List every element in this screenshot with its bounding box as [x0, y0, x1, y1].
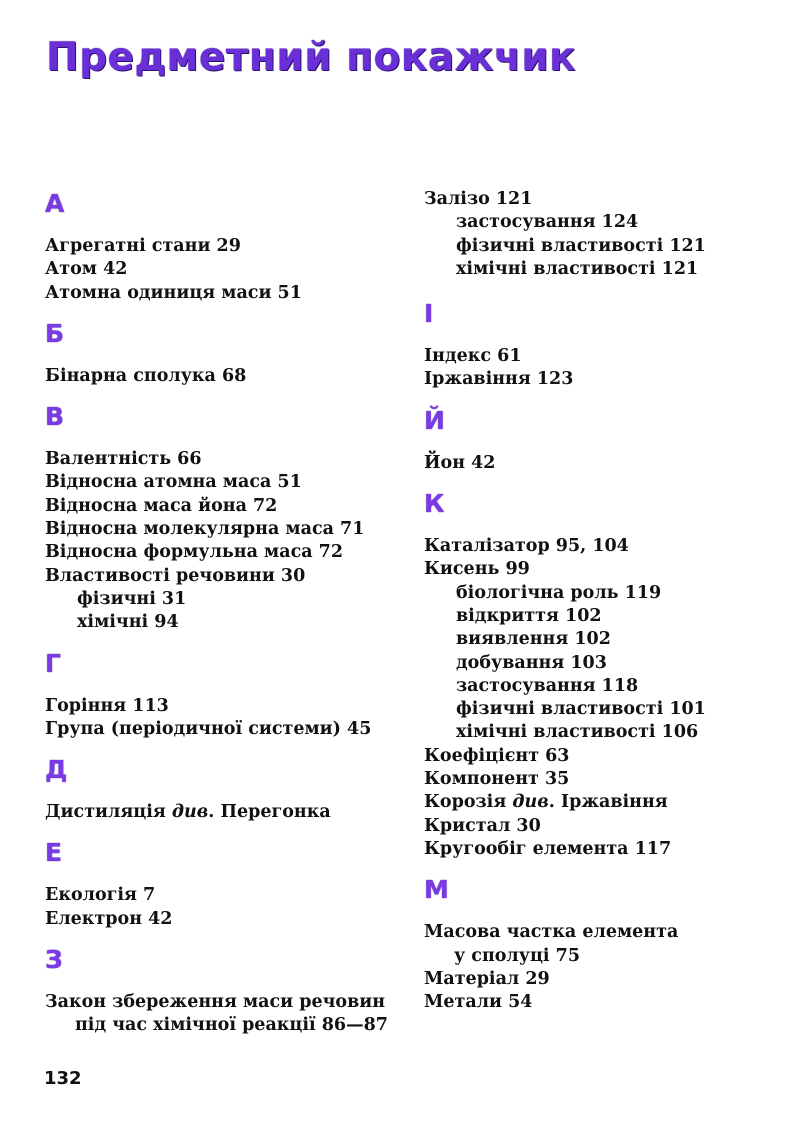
index-section-y	[424, 406, 800, 475]
index-section-b	[45, 319, 425, 388]
index-entry: Іржавіння 123	[424, 369, 574, 390]
index-entry: Індекс 61	[424, 346, 522, 367]
index-subentry: хімічні властивості 121	[456, 258, 699, 279]
index-entry: Бінарна сполука 68	[45, 365, 247, 386]
index-entry: Відносна атомна маса 51	[45, 472, 302, 493]
section-letter: Е	[45, 838, 63, 868]
index-subentry: фізичні властивості 121	[456, 235, 706, 256]
index-entry: Агрегатні стани 29	[45, 236, 241, 256]
index-section-k	[424, 489, 800, 861]
entry-reference: . Іржавіння	[548, 792, 668, 813]
index-section-g	[45, 649, 425, 742]
index-entry: Група (періодичної системи) 45	[45, 718, 372, 739]
section-letter: Б	[45, 318, 65, 348]
page-title: Предметний покажчик	[46, 35, 577, 80]
index-section-v	[45, 402, 425, 634]
index-entry: Кристал 30	[424, 815, 541, 836]
section-letter: Д	[45, 755, 68, 785]
index-entry-continuation: під час хімічної реакції 86—87	[75, 1015, 388, 1036]
index-subentry: фізичні 31	[77, 588, 187, 609]
section-letter: А	[45, 189, 65, 218]
index-entry: Відносна молекулярна маса 71	[45, 519, 365, 540]
section-letter: І	[424, 299, 434, 329]
index-entry: Валентність 66	[45, 449, 202, 470]
index-entry: Електрон 42	[45, 908, 173, 929]
index-entry: Горіння 113	[45, 695, 169, 716]
index-section-d	[45, 755, 425, 824]
index-subentry: застосування 124	[456, 212, 639, 233]
index-entry: Атом 42	[45, 259, 128, 280]
index-section-e	[45, 838, 425, 931]
index-subentry: відкриття 102	[456, 605, 602, 626]
index-entry	[424, 791, 800, 814]
index-column-left	[45, 185, 425, 1052]
section-letter: Г	[45, 648, 61, 678]
index-subentry: хімічні 94	[77, 612, 179, 633]
section-letter: М	[424, 875, 449, 905]
index-subentry: біологічна роль 119	[456, 582, 662, 603]
index-entry: Залізо 121	[424, 189, 533, 209]
index-subentry: хімічні властивості 106	[456, 722, 699, 743]
index-entry: Відносна маса йона 72	[45, 495, 278, 516]
section-letter: Й	[424, 405, 445, 435]
index-entry: Компонент 35	[424, 769, 570, 790]
entry-text: Дистиляція	[45, 802, 172, 823]
page-number: 132	[44, 1068, 82, 1089]
index-subentry: застосування 118	[456, 675, 639, 696]
index-section-z	[45, 945, 425, 1038]
section-letter: В	[45, 402, 65, 432]
index-subentry: добування 103	[456, 652, 607, 673]
index-entry: Кисень 99	[424, 559, 530, 580]
index-column-right	[424, 188, 800, 1028]
entry-see-also: див	[512, 792, 549, 813]
index-entry: Екологія 7	[45, 885, 156, 906]
index-entry: Йон 42	[424, 452, 496, 473]
index-entry: Атомна одиниця маси 51	[45, 282, 302, 303]
index-entry: Матеріал 29	[424, 968, 550, 989]
index-section-m	[424, 875, 800, 1014]
section-letter: З	[45, 945, 63, 975]
index-entry: Коефіцієнт 63	[424, 745, 570, 766]
index-subentry: виявлення 102	[456, 629, 611, 650]
index-entry: Властивості речовини 30	[45, 565, 306, 586]
index-section-a	[45, 189, 425, 305]
index-entry: Кругообіг елемента 117	[424, 838, 672, 859]
index-entry: Масова частка елемента	[424, 922, 679, 943]
entry-text: Корозія	[424, 792, 513, 813]
index-entry-continuation: у сполуці 75	[454, 945, 580, 966]
index-entry: Метали 54	[424, 992, 533, 1013]
section-letter: К	[424, 489, 445, 519]
index-entry: Закон збереження маси речовин	[45, 992, 386, 1013]
index-section-i	[424, 299, 800, 392]
index-subentry: фізичні властивості 101	[456, 699, 706, 720]
index-entry	[45, 801, 425, 824]
index-entry: Відносна формульна маса 72	[45, 542, 344, 563]
index-entry: Каталізатор 95, 104	[424, 536, 629, 557]
index-section-zalizo	[424, 188, 800, 281]
entry-see-also: див	[171, 802, 209, 823]
entry-reference: . Перегонка	[208, 802, 331, 823]
